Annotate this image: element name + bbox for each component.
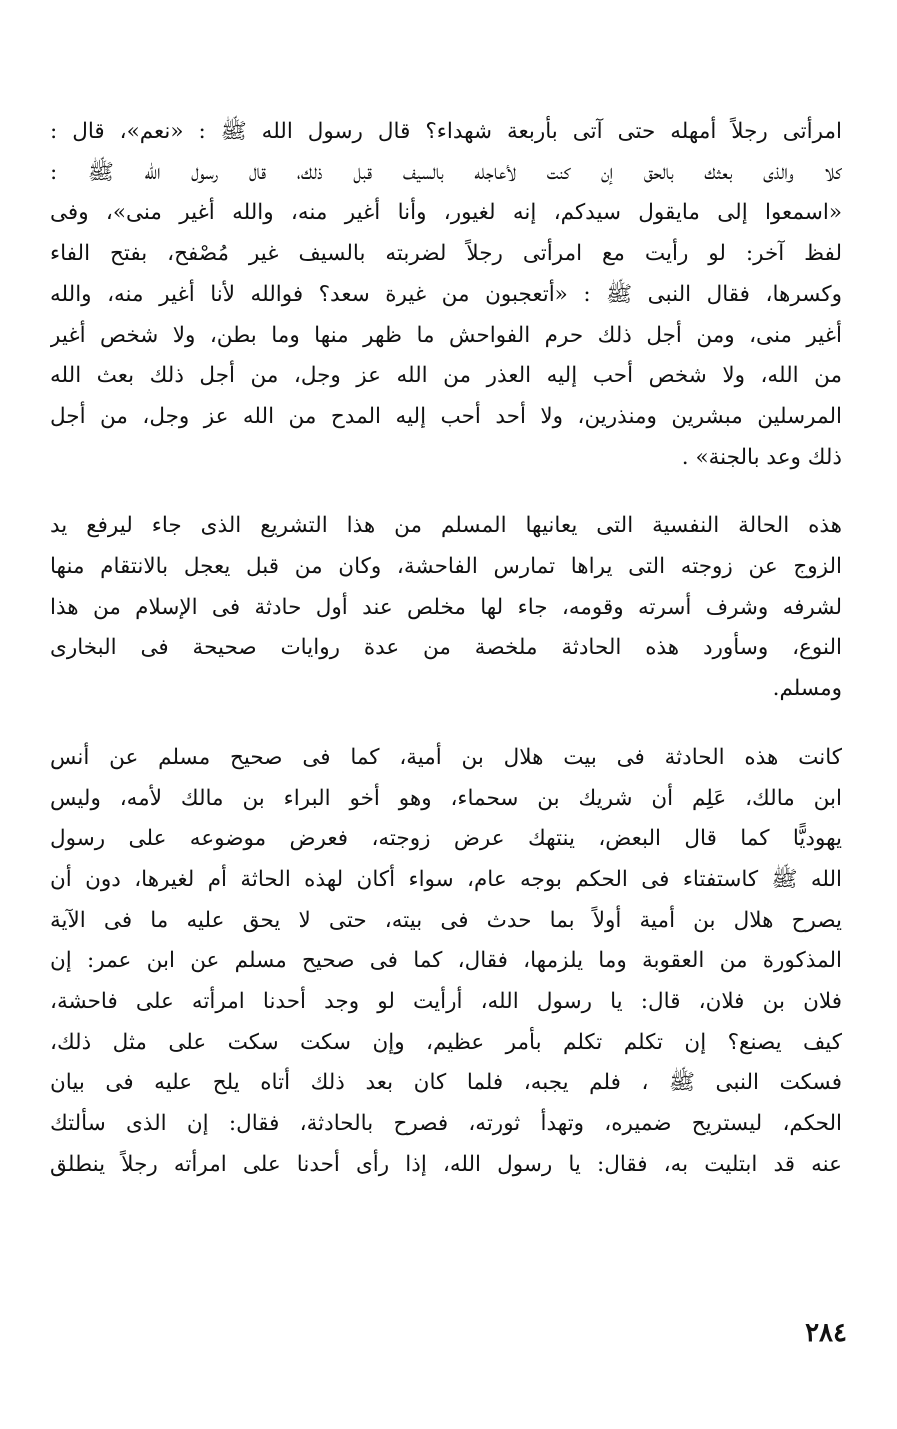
text-line: لشرفه وشرف أسرته وقومه، جاء لها مخلص عند أول حادثة فى الإسلام من هذا (50, 594, 842, 620)
text-line: امرأتى رجلاً أمهله حتى آتى بأربعة شهداء؟ قال رسول الله ﷺ : «نعم»، قال : (50, 119, 842, 144)
text-line: كيف يصنع؟ إن تكلم تكلم بأمر عظيم، وإن سكت سكت على مثل ذلك، (50, 1029, 842, 1055)
paragraph-3 (50, 738, 842, 1186)
text-line: هذه الحالة النفسية التى يعانيها المسلم من هذا التشريع الذى جاء ليرفع يد (50, 513, 842, 539)
text-line: الزوج عن زوجته التى يراها تمارس الفاحشة، وكان من قبل يعجل بالانتقام منها (50, 554, 842, 580)
text-line: الحكم، ليستريح ضميره، وتهدأ ثورته، فصرح بالحادثة، فقال: إن الذى سألتك (50, 1111, 842, 1137)
text-line: يهوديًّا كما قال البعض، ينتهك عرض زوجته، فعرض موضوعه على رسول (50, 826, 842, 852)
text-line: لفظ آخر: لو رأيت مع امرأتى رجلاً لضربته بالسيف غير مُصْفح، بفتح الفاء (50, 241, 842, 267)
page-number: ٢٨٤ (805, 1318, 847, 1348)
text-line: ذلك وعد بالجنة» . (681, 444, 842, 470)
text-line: عنه قد ابتليت به، فقال: يا رسول الله، إذا رأى أحدنا على امرأته رجلاً ينطلق (50, 1151, 842, 1177)
text-line: النوع، وسأورد هذه الحادثة ملخصة من عدة روايات صحيحة فى البخارى (50, 635, 842, 661)
text-line: فلان بن فلان، قال: يا رسول الله، أرأيت لو وجد أحدنا امرأته على فاحشة، (50, 989, 842, 1015)
paragraph-2 (50, 506, 842, 710)
paragraph-1 (50, 112, 842, 478)
text-line: فسكت النبى ﷺ ، فلم يجبه، فلما كان بعد ذلك أتاه يلح عليه فى بيان (50, 1070, 842, 1096)
text-line: أغير منى، ومن أجل ذلك حرم الفواحش ما ظهر منها وما بطن، ولا شخص أغير (50, 322, 842, 348)
text-line: ابن مالك، عَلِم أن شريك بن سحماء، وهو أخو البراء بن مالك لأمه، وليس (50, 785, 842, 811)
text-line: ومسلم. (772, 676, 842, 702)
text-line: المذكورة من العقوبة وما يلزمها، فقال، كما فى صحيح مسلم عن ابن عمر: إن (50, 948, 842, 974)
text-line: كانت هذه الحادثة فى بيت هلال بن أمية، كما فى صحيح مسلم عن أنس (50, 744, 842, 770)
page-body (50, 112, 842, 1186)
text-line: المرسلين مبشرين ومنذرين، ولا أحد أحب إليه المدح من الله عز وجل، من أجل (50, 403, 842, 429)
text-line: وكسرها، فقال النبى ﷺ : «أتعجبون من غيرة سعد؟ فوالله لأنا أغير منه، والله (50, 281, 842, 307)
text-line: يصرح هلال بن أمية أولاً بما حدث فى بيته، حتى لا يحق عليه ما فى الآية (50, 907, 842, 933)
text-line: الله ﷺ كاستفتاء فى الحكم بوجه عام، سواء أكان لهذه الحاثة أم لغيرها، دون أن (50, 866, 842, 892)
text-line: من الله، ولا شخص أحب إليه العذر من الله عز وجل، من أجل ذلك بعث الله (50, 363, 842, 389)
text-line: «اسمعوا إلى مايقول سيدكم، إنه لغيور، وأنا أغير منه، والله أغير منى»، وفى (50, 200, 842, 226)
text-line: كلا والذى بعثك بالحق إن كنت لأعاجله بالسيف قبل ذلك، قال رسول الله ﷺ : (50, 159, 842, 185)
